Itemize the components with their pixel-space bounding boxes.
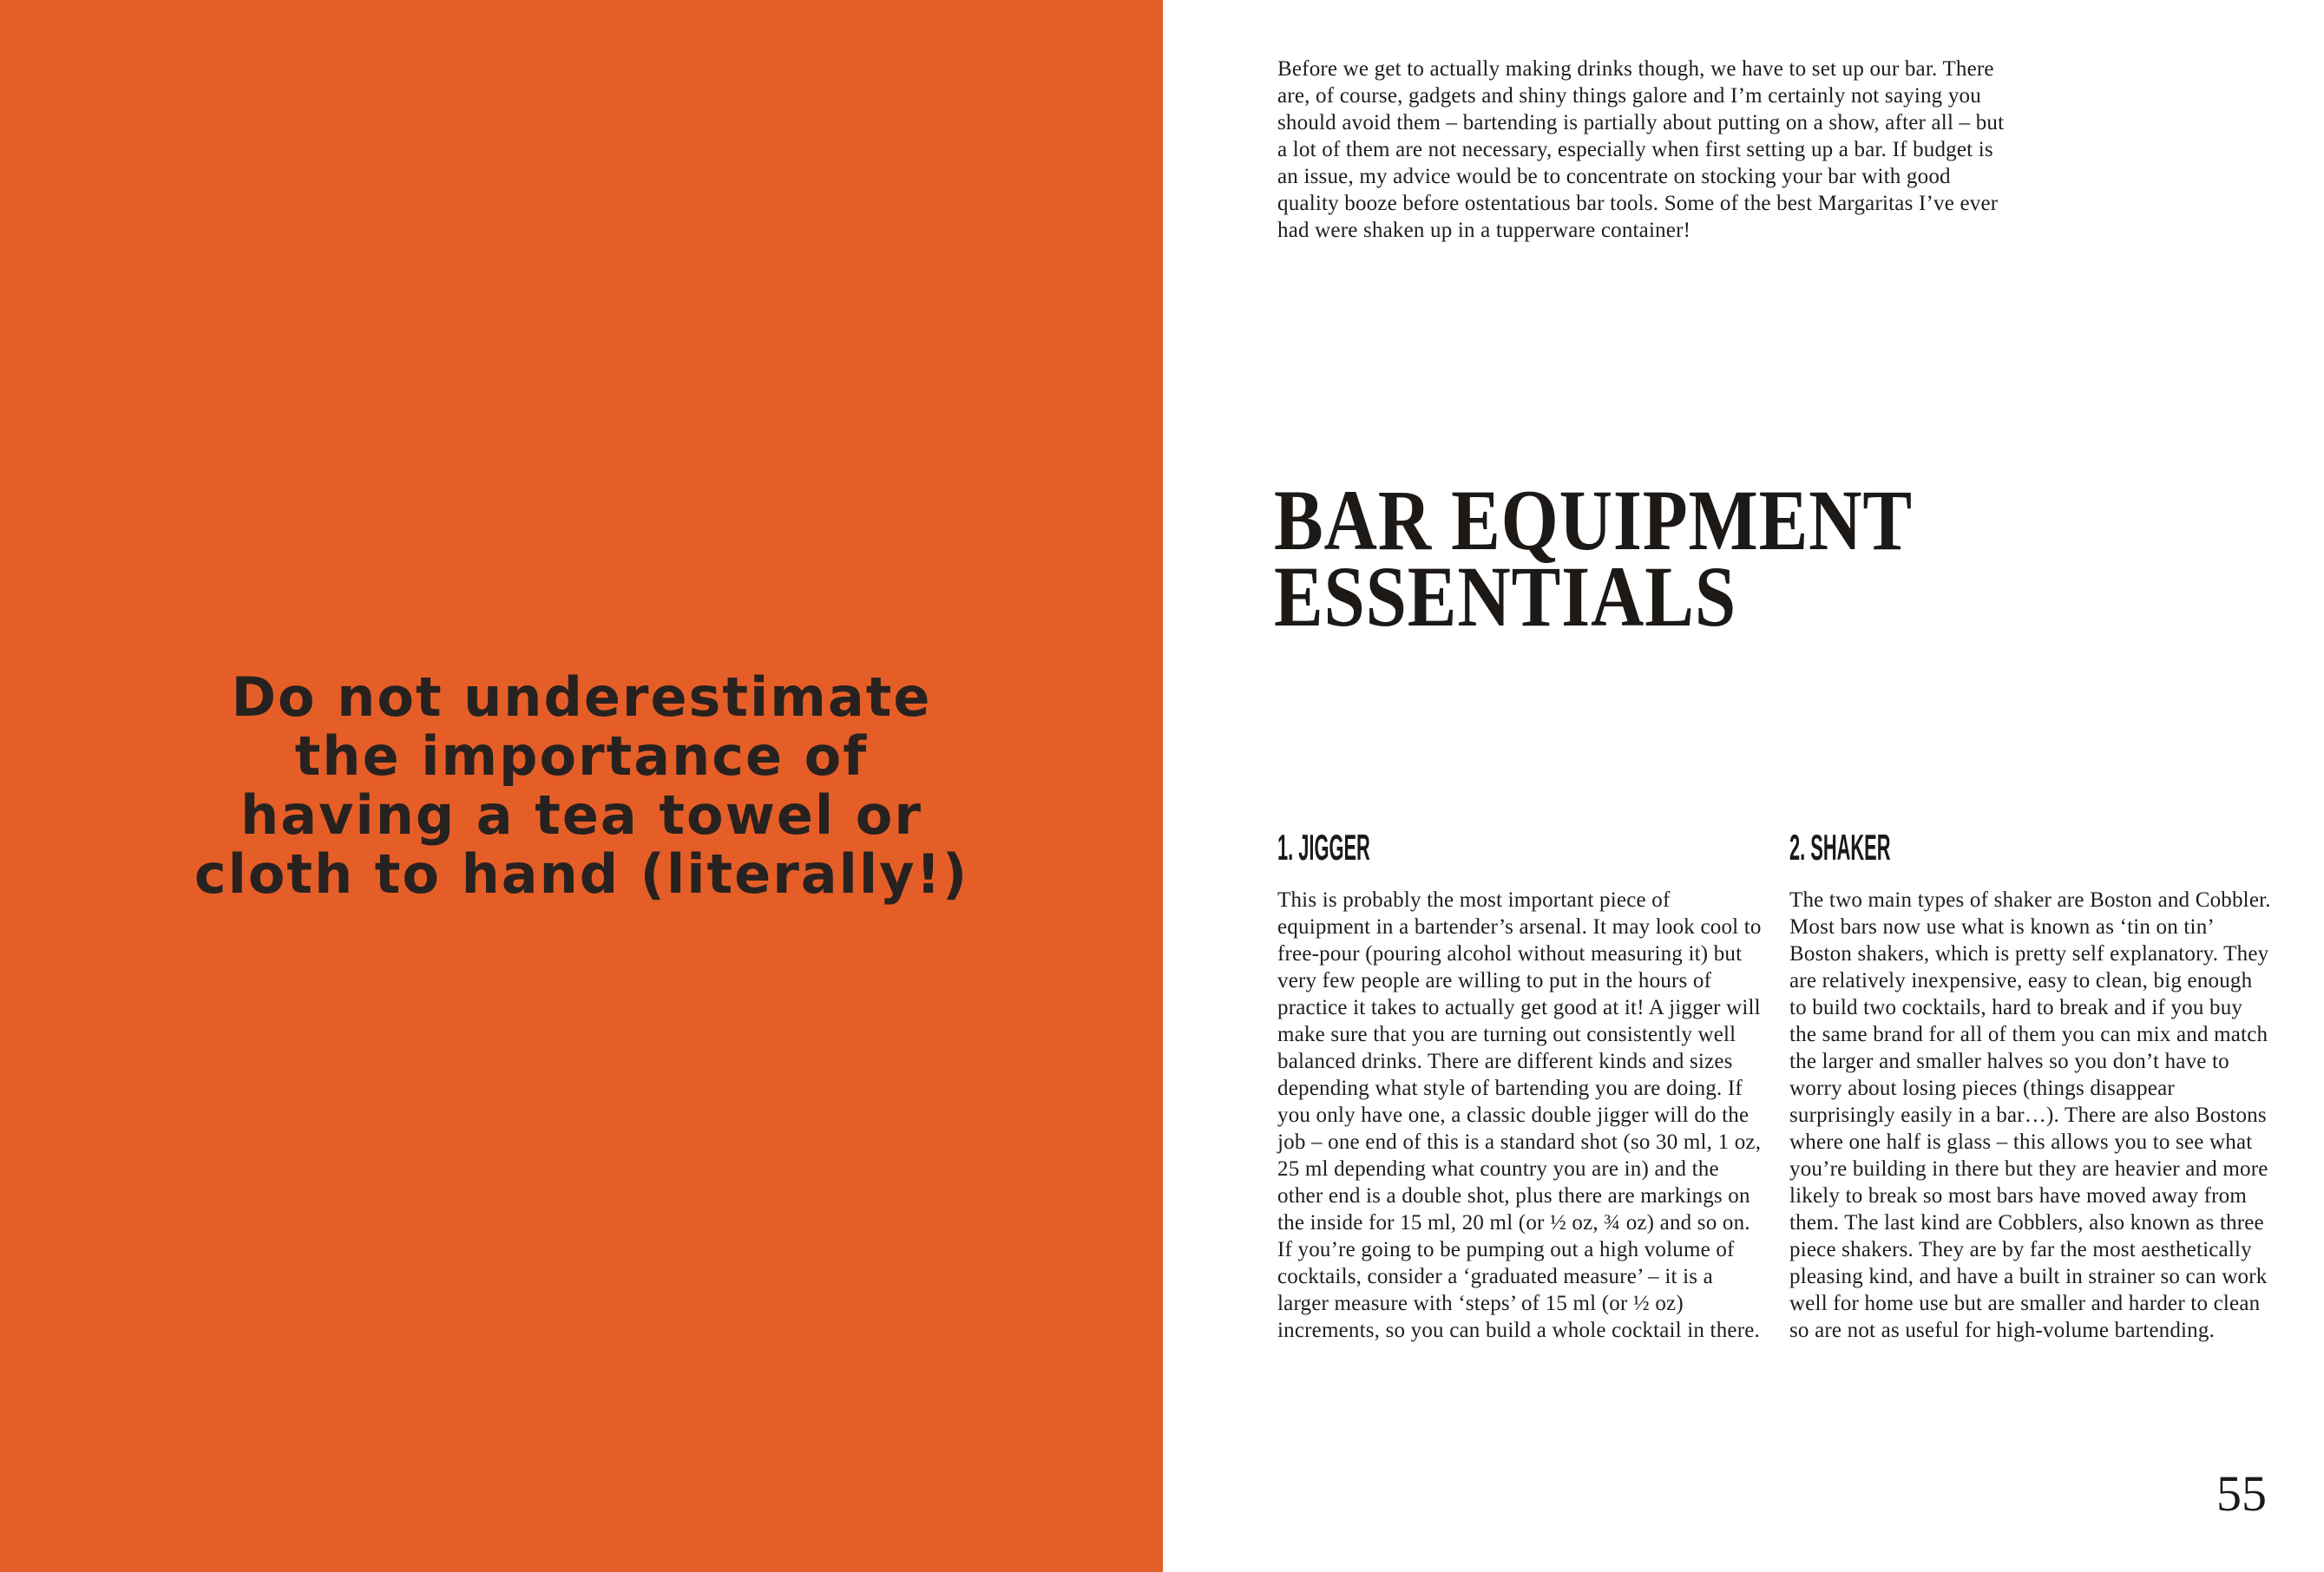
pull-quote [0,665,1163,906]
pull-quote-line: cloth to hand (literally!) [194,842,969,906]
pull-quote-line: Do not underestimate [231,665,932,729]
pull-quote-line: the importance of [294,724,869,788]
chapter-title [1274,472,1913,645]
chapter-title-line: ESSENTIALS [1274,548,1736,645]
section-body-shaker: The two main types of shaker are Boston and Cobbler. Most bars now use what is known as ‘tin on tin’ Boston shakers, which is pretty self explanatory. They are relatively inexpensive, easy to clean, big enough to build two cocktails, hard to break and if you buy the same brand for all of them you can mix and match the larger and smaller halves so you don’t have to worry about losing pieces (things disappear surprisingly easily in a bar…). There are also Bostons where one half is glass – this allows you to see what you’re building in there but they are heavier and more likely to break so most bars have moved away from them. The last kind are Cobblers, also known as three piece shakers. They are by far the most aesthetically pleasing kind, and have a built in strainer so can work well for home use but are smaller and harder to clean so are not as useful for high-volume bartending. [1789,888,2271,1342]
section-body-jigger: This is probably the most important piece of equipment in a bartender’s arsenal. It may look cool to free-pour (pouring alcohol without measuring it) but very few people are willing to put in the hours of practice it takes to actually get good at it! A jigger will make sure that you are turning out consistently well balanced drinks. There are different kinds and sizes depending what style of bartending you are doing. If you only have one, a classic double jigger will do the job – one end of this is a standard shot (so 30 ml, 1 oz, 25 ml depending what country you are in) and the other end is a double shot, plus there are markings on the inside for 15 ml, 20 ml (or ½ oz, ¾ oz) and so on. If you’re going to be pumping out a high volume of cocktails, consider a ‘graduated measure’ – it is a larger measure with ‘steps’ of 15 ml (or ½ oz) increments, so you can build a whole cocktail in there. [1277,888,1762,1342]
right-page [1163,0,2324,1572]
section-heading-jigger: 1. JIGGER [1277,827,1370,868]
page-number: 55 [2216,1465,2267,1522]
section-heading-shaker: 2. SHAKER [1789,827,1891,868]
intro-paragraph: Before we get to actually making drinks though, we have to set up our bar. There are, of course, gadgets and shiny things galore and I’m certainly not saying you should avoid them – bartending is partially about putting on a show, after all – but a lot of them are not necessary, especially when first setting up a bar. If budget is an issue, my advice would be to concentrate on stocking your bar with good quality booze before ostentatious bar tools. Some of the best Margaritas I’ve ever had were shaken up in a tupperware container! [1277,57,2005,242]
chapter-title-line: BAR EQUIPMENT [1274,472,1913,568]
pull-quote-line: having a tea towel or [240,783,922,847]
